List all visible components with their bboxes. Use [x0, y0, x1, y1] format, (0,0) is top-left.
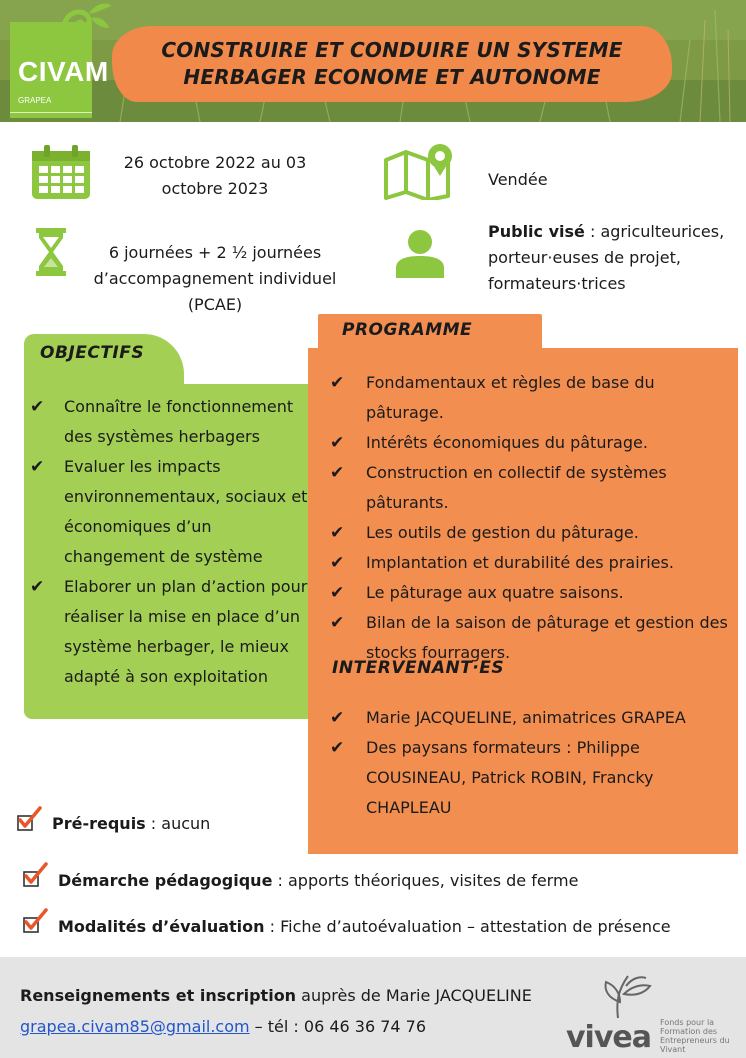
swirl-leaf-icon — [55, 0, 115, 48]
public-line-2: porteur·euses de projet, — [488, 248, 681, 267]
map-pin-icon — [384, 142, 458, 200]
evaluation-line — [58, 915, 671, 939]
objectifs-title: OBJECTIFS — [40, 343, 145, 363]
list-item: ✔ Marie JACQUELINE, animatrices GRAPEA — [330, 703, 730, 733]
list-item: ✔ Construction en collectif de systèmes pâturants. — [330, 458, 730, 518]
checkmark-icon: ✔ — [330, 523, 345, 543]
calendar-icon — [30, 143, 92, 201]
list-item: ✔ Fondamentaux et règles de base du pâturage. — [330, 368, 730, 428]
contact-line — [20, 986, 532, 1005]
intervenants-title: INTERVENANT·ES — [332, 658, 505, 678]
dates-line-1: 26 octobre 2022 au 03 — [123, 153, 307, 172]
checked-box-icon — [16, 806, 42, 832]
programme-title: PROGRAMME — [342, 320, 473, 340]
prereq-label: Pré-requis — [52, 814, 146, 833]
logo-text: CIVAM — [18, 56, 109, 87]
demarche-line — [58, 869, 578, 893]
title-line-1: CONSTRUIRE ET CONDUIRE UN SYSTEME — [161, 38, 623, 62]
contact-label: Renseignements et inscription — [20, 986, 297, 1005]
prereq-value: : aucun — [145, 814, 211, 833]
duration-line-2: d’accompagnement individuel (PCAE) — [93, 269, 337, 314]
checkmark-icon: ✔ — [330, 463, 345, 483]
list-item: ✔ Evaluer les impacts environnementaux, sociaux et économiques d’un changement de système — [30, 452, 310, 572]
list-item: ✔ Les outils de gestion du pâturage. — [330, 518, 730, 548]
checkmark-icon: ✔ — [330, 583, 345, 603]
programme-list — [330, 368, 730, 668]
checkmark-icon: ✔ — [330, 373, 345, 393]
checked-box-icon — [22, 908, 48, 934]
demarche-value: : apports théoriques, visites de ferme — [272, 871, 579, 890]
list-item: ✔ Elaborer un plan d’action pour réaliser la mise en place d’un système herbager, le mieux adapté à son exploitation — [30, 572, 310, 692]
prereq-line — [52, 812, 210, 836]
vivea-logo-text: vivea — [566, 1020, 651, 1055]
public-label: Public visé — [488, 222, 585, 241]
checkmark-icon: ✔ — [30, 577, 45, 597]
checkmark-icon: ✔ — [330, 553, 345, 573]
checkmark-icon: ✔ — [30, 457, 45, 477]
email-phone-line — [20, 1017, 426, 1036]
title-banner — [112, 26, 672, 102]
person-icon — [396, 228, 444, 278]
checkmark-icon: ✔ — [330, 738, 345, 758]
intervenants-list — [330, 703, 730, 823]
public-line-1: : agriculteurices, — [584, 222, 725, 241]
phone-text: – tél : 06 46 36 74 76 — [249, 1017, 427, 1036]
duration-text — [70, 240, 360, 318]
list-item: ✔ Des paysans formateurs : Philippe COUSINEAU, Patrick ROBIN, Francky CHAPLEAU — [330, 733, 730, 823]
evaluation-value: : Fiche d’autoévaluation – attestation de présence — [264, 917, 671, 936]
dates-text — [110, 150, 320, 202]
checked-box-icon — [22, 862, 48, 888]
vivea-leaf-icon — [598, 972, 658, 1020]
contact-value: auprès de Marie JACQUELINE — [296, 986, 532, 1005]
checkmark-icon: ✔ — [330, 708, 345, 728]
location-text: Vendée — [488, 170, 548, 189]
email-link[interactable]: grapea.civam85@gmail.com — [20, 1017, 250, 1036]
list-item: ✔ Le pâturage aux quatre saisons. — [330, 578, 730, 608]
list-item: ✔ Implantation et durabilité des prairies. — [330, 548, 730, 578]
checkmark-icon: ✔ — [30, 397, 45, 417]
list-item: ✔ Intérêts économiques du pâturage. — [330, 428, 730, 458]
list-item: ✔ Connaître le fonctionnement des systèmes herbagers — [30, 392, 310, 452]
demarche-label: Démarche pédagogique — [58, 871, 273, 890]
checkmark-icon: ✔ — [330, 433, 345, 453]
list-item: ✔ Bilan de la saison de pâturage et gestion des stocks fourragers. — [330, 608, 730, 668]
public-line-3: formateurs·trices — [488, 274, 626, 293]
logo-subtext: GRAPEA — [18, 96, 52, 105]
header-banner — [0, 0, 746, 122]
duration-line-1: 6 journées + 2 ½ journées — [108, 243, 322, 262]
hourglass-icon — [36, 228, 66, 276]
dates-line-2: octobre 2023 — [161, 179, 269, 198]
public-text — [488, 219, 738, 297]
vivea-tagline: Fonds pour la Formation des Entrepreneurs du Vivant — [660, 1018, 730, 1054]
checkmark-icon: ✔ — [330, 613, 345, 633]
objectifs-list — [30, 392, 310, 692]
logo-divider — [10, 112, 92, 113]
title-line-2: HERBAGER ECONOME ET AUTONOME — [183, 65, 601, 89]
evaluation-label: Modalités d’évaluation — [58, 917, 265, 936]
